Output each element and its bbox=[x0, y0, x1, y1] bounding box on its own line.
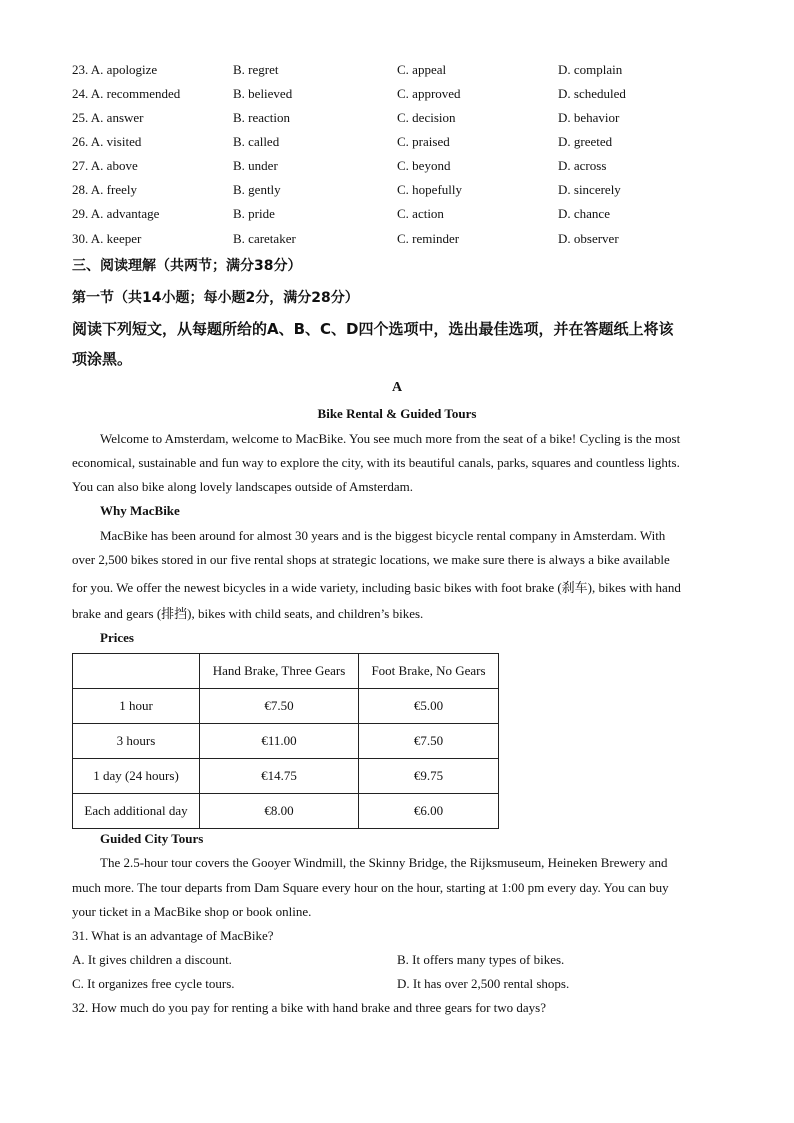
question-31-option-b: B. It offers many types of bikes. bbox=[397, 952, 565, 967]
option-a: 24. A. recommended bbox=[72, 86, 181, 101]
option-d: D. greeted bbox=[558, 134, 613, 149]
question-31-stem: 31. What is an advantage of MacBike? bbox=[72, 928, 274, 943]
table-cell: €11.00 bbox=[200, 724, 359, 759]
option-d: D. observer bbox=[558, 231, 619, 246]
table-cell: Each additional day bbox=[73, 794, 200, 829]
instruction-line-2: 项涂黑。 bbox=[72, 350, 133, 368]
option-c: C. decision bbox=[397, 110, 456, 125]
table-header-cell: Hand Brake, Three Gears bbox=[200, 654, 359, 689]
question-31-option-c: C. It organizes free cycle tours. bbox=[72, 976, 235, 991]
paragraph-line: You can also bike along lovely landscapes outside of Amsterdam. bbox=[72, 479, 413, 494]
paragraph-line: MacBike has been around for almost 30 years and is the biggest bicycle rental company in Amsterdam. With bbox=[100, 528, 666, 543]
table-row bbox=[73, 794, 499, 829]
option-d: D. scheduled bbox=[558, 86, 626, 101]
option-c: C. reminder bbox=[397, 231, 460, 246]
option-b: B. under bbox=[233, 158, 278, 173]
paragraph-line: The 2.5-hour tour covers the Gooyer Windmill, the Skinny Bridge, the Rijksmuseum, Heineken Brewery and bbox=[100, 855, 668, 870]
option-b: B. reaction bbox=[233, 110, 291, 125]
option-row-24 bbox=[72, 86, 732, 106]
option-b: B. regret bbox=[233, 62, 279, 77]
paragraph-line: Welcome to Amsterdam, welcome to MacBike. You see much more from the seat of a bike! Cycling is the most bbox=[100, 431, 681, 446]
option-b: B. called bbox=[233, 134, 280, 149]
table-cell: 1 day (24 hours) bbox=[73, 759, 200, 794]
part-title: 第一节（共14小题；每小题2分，满分28分） bbox=[72, 290, 359, 306]
option-a: 30. A. keeper bbox=[72, 231, 142, 246]
option-a: 23. A. apologize bbox=[72, 62, 158, 77]
option-c: C. hopefully bbox=[397, 182, 462, 197]
table-row bbox=[73, 724, 499, 759]
passage-title: Bike Rental & Guided Tours bbox=[317, 406, 477, 421]
option-row-29 bbox=[72, 206, 732, 226]
option-d: D. across bbox=[558, 158, 607, 173]
table-cell: 3 hours bbox=[73, 724, 200, 759]
why-heading: Why MacBike bbox=[100, 503, 180, 518]
option-b: B. pride bbox=[233, 206, 275, 221]
prices-table bbox=[72, 653, 499, 829]
option-row-27 bbox=[72, 158, 732, 178]
table-cell: €8.00 bbox=[200, 794, 359, 829]
option-row-30 bbox=[72, 231, 732, 251]
table-cell: €14.75 bbox=[200, 759, 359, 794]
table-row bbox=[73, 689, 499, 724]
table-header-cell: Foot Brake, No Gears bbox=[359, 654, 499, 689]
option-d: D. complain bbox=[558, 62, 623, 77]
paragraph-line: brake and gears (排挡), bikes with child seats, and children’s bikes. bbox=[72, 606, 424, 621]
tours-heading: Guided City Tours bbox=[100, 831, 204, 846]
option-d: D. behavior bbox=[558, 110, 620, 125]
option-d: D. chance bbox=[558, 206, 610, 221]
option-d: D. sincerely bbox=[558, 182, 621, 197]
option-a: 25. A. answer bbox=[72, 110, 144, 125]
table-header-row bbox=[73, 654, 499, 689]
option-c: C. praised bbox=[397, 134, 450, 149]
option-c: C. beyond bbox=[397, 158, 451, 173]
paragraph-line: economical, sustainable and fun way to explore the city, with its beautiful canals, parks, squares and countless lights. bbox=[72, 455, 680, 470]
question-31-option-d: D. It has over 2,500 rental shops. bbox=[397, 976, 570, 991]
passage-letter: A bbox=[391, 380, 403, 395]
table-cell: €5.00 bbox=[359, 689, 499, 724]
table-cell: 1 hour bbox=[73, 689, 200, 724]
table-cell: €6.00 bbox=[359, 794, 499, 829]
option-a: 27. A. above bbox=[72, 158, 138, 173]
option-row-25 bbox=[72, 110, 732, 130]
option-a: 26. A. visited bbox=[72, 134, 142, 149]
option-c: C. approved bbox=[397, 86, 461, 101]
option-row-26 bbox=[72, 134, 732, 154]
option-b: B. caretaker bbox=[233, 231, 296, 246]
option-b: B. gently bbox=[233, 182, 281, 197]
table-cell: €7.50 bbox=[359, 724, 499, 759]
table-row bbox=[73, 759, 499, 794]
option-b: B. believed bbox=[233, 86, 293, 101]
paragraph-line: for you. We offer the newest bicycles in a wide variety, including basic bikes with foot brake (刹车), bikes with hand bbox=[72, 580, 681, 595]
paragraph-line: over 2,500 bikes stored in our five rental shops at strategic locations, we make sure there is always a bike available bbox=[72, 552, 670, 567]
table-cell: €7.50 bbox=[200, 689, 359, 724]
question-32-stem: 32. How much do you pay for renting a bike with hand brake and three gears for two days? bbox=[72, 1000, 546, 1015]
paragraph-line: your ticket in a MacBike shop or book online. bbox=[72, 904, 312, 919]
question-31-option-a: A. It gives children a discount. bbox=[72, 952, 232, 967]
prices-heading: Prices bbox=[100, 630, 134, 645]
table-header-cell bbox=[73, 654, 200, 689]
option-c: C. action bbox=[397, 206, 444, 221]
option-row-23 bbox=[72, 62, 732, 82]
option-c: C. appeal bbox=[397, 62, 447, 77]
option-a: 29. A. advantage bbox=[72, 206, 160, 221]
option-a: 28. A. freely bbox=[72, 182, 137, 197]
section-title: 三、阅读理解（共两节；满分38分） bbox=[72, 258, 302, 274]
instruction-line-1: 阅读下列短文，从每题所给的A、B、C、D四个选项中，选出最佳选项，并在答题纸上将该 bbox=[72, 320, 674, 338]
option-row-28 bbox=[72, 182, 732, 202]
table-cell: €9.75 bbox=[359, 759, 499, 794]
paragraph-line: much more. The tour departs from Dam Square every hour on the hour, starting at 1:00 pm every day. You can buy bbox=[72, 880, 669, 895]
